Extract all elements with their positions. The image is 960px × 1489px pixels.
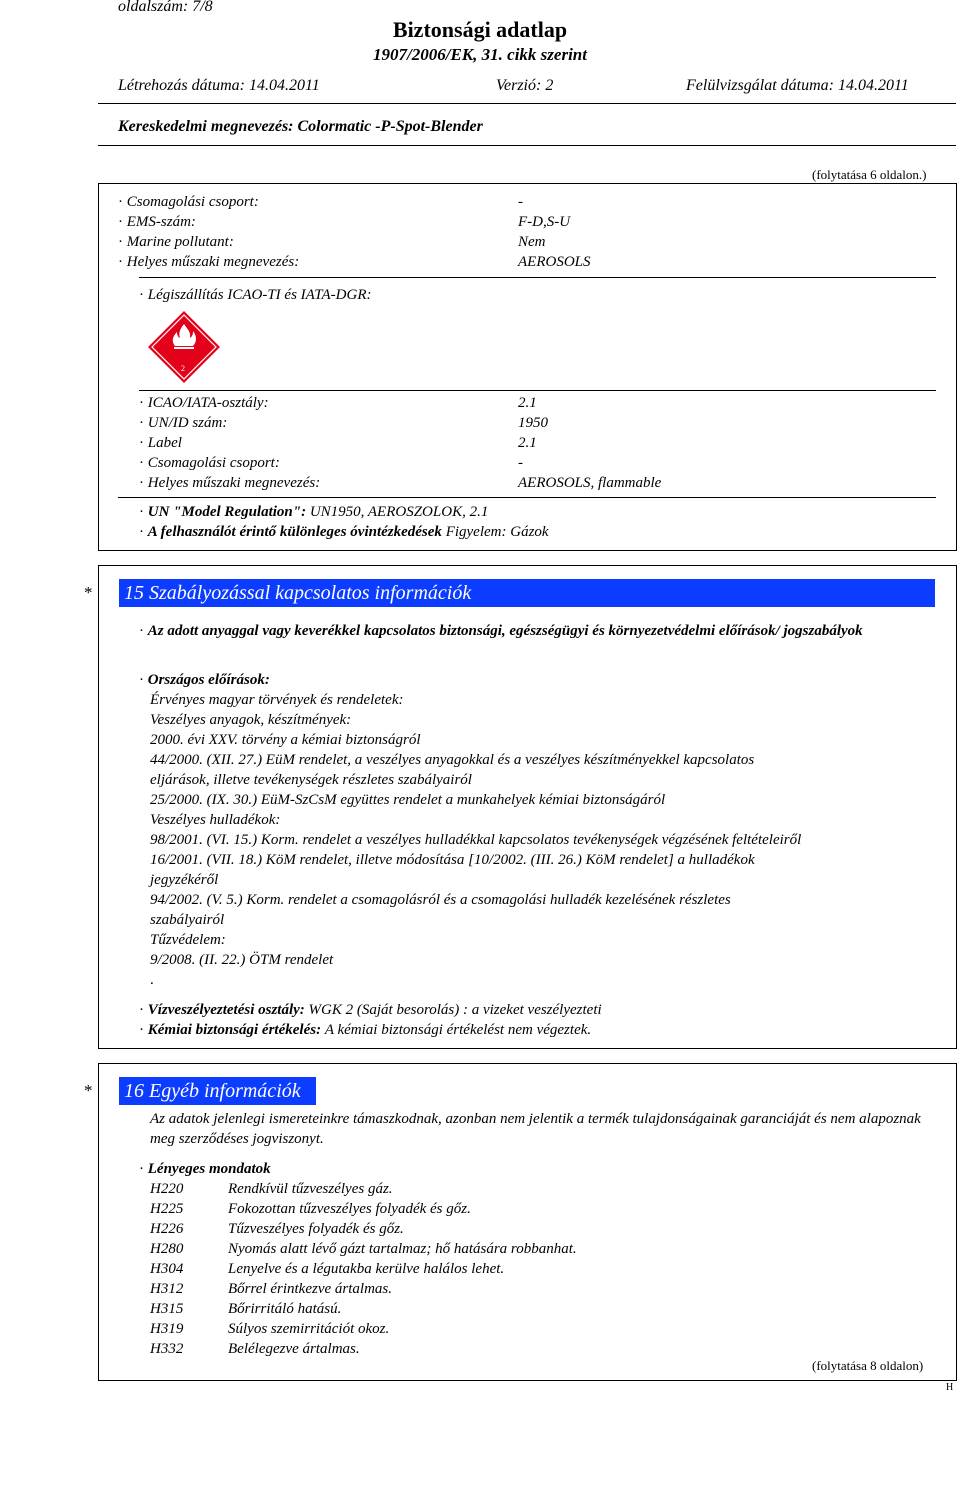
regulation-line: szabályairól xyxy=(150,912,225,928)
hazard-statement xyxy=(0,1279,960,1299)
field-value: Nem xyxy=(518,234,546,250)
field-value: 2.1 xyxy=(518,395,537,411)
box-right xyxy=(956,183,957,550)
section15-left xyxy=(98,565,99,1048)
hazard-code: H332 xyxy=(150,1341,184,1357)
hazard-statement xyxy=(0,1319,960,1339)
trade-name: Kereskedelmi megnevezés: Colormatic -P-Spot-Blender xyxy=(118,118,483,135)
field-label: · EMS-szám: xyxy=(118,214,196,230)
change-marker: * xyxy=(84,1081,93,1100)
hazard-code: H312 xyxy=(150,1281,184,1297)
air-row-un-number xyxy=(139,413,929,433)
footer-mark: H xyxy=(946,1382,954,1393)
divider xyxy=(139,277,936,278)
hazard-statement xyxy=(0,1199,960,1219)
sea-row-proper-name xyxy=(118,252,918,272)
air-row-packing-group xyxy=(139,453,929,473)
field-label: · Helyes műszaki megnevezés: xyxy=(118,254,300,270)
regulation-line: 98/2001. (VI. 15.) Korm. rendelet a veszélyes hulladékkal kapcsolatos tevékenységek végzésének feltételeiről xyxy=(150,832,802,848)
regulation-line: 9/2008. (II. 22.) ÖTM rendelet xyxy=(150,952,334,968)
field-value: 2.1 xyxy=(518,435,537,451)
revision-date: Felülvizsgálat dátuma: 14.04.2011 xyxy=(686,77,909,94)
field-value: F-D,S-U xyxy=(518,214,571,230)
field-label: · Csomagolási csoport: xyxy=(118,194,259,210)
regulation-line: . xyxy=(150,972,154,988)
divider xyxy=(118,497,936,498)
user-precautions: · A felhasználót érintő különleges óvintézkedések Figyelem: Gázok xyxy=(139,524,549,540)
hazard-text: Súlyos szemirritációt okoz. xyxy=(228,1321,390,1337)
section16-bottom xyxy=(98,1380,957,1381)
water-hazard-class: · Vízveszélyeztetési osztály: WGK 2 (Saját besorolás) : a vizeket veszélyezteti xyxy=(139,1002,602,1018)
air-row-proper-name xyxy=(139,473,929,493)
regulation-line: jegyzékéről xyxy=(150,872,219,888)
field-label: · Label xyxy=(139,435,182,451)
hazard-statement xyxy=(0,1259,960,1279)
sea-row-marine-pollutant xyxy=(118,232,918,252)
box-top xyxy=(98,183,956,184)
section15-intro: · Az adott anyaggal vagy keverékkel kapcsolatos biztonsági, egészségügyi és környezetvédelmi előírások/ jogszabályok xyxy=(139,623,863,639)
hazard-text: Lenyelve és a légutakba kerülve halálos lehet. xyxy=(228,1261,505,1277)
change-marker: * xyxy=(84,583,93,602)
chemical-safety-assessment: · Kémiai biztonsági értékelés: A kémiai biztonsági értékelést nem végeztek. xyxy=(139,1022,592,1038)
regulation-line: 44/2000. (XII. 27.) EüM rendelet, a veszélyes anyagokkal és a veszélyes készítményekkel kapcsolatos xyxy=(150,752,755,768)
document-title: Biztonsági adatlap xyxy=(392,17,568,42)
hazard-statement xyxy=(0,1179,960,1199)
hazard-code: H315 xyxy=(150,1301,184,1317)
sea-row-packing-group xyxy=(118,192,918,212)
divider xyxy=(139,390,936,391)
regulation-line: 25/2000. (IX. 30.) EüM-SzCsM együttes rendelet a munkahelyek kémiai biztonságáról xyxy=(150,792,666,808)
section16-intro: Az adatok jelenlegi ismereteinkre támaszkodnak, azonban nem jelentik a termék tulajdonságainak garanciáját és nem alapoznak meg szerződéses jogviszonyt. xyxy=(150,1111,921,1147)
flammable-gas-hazard-label xyxy=(147,310,221,384)
regulation-line: eljárások, illetve tevékenységek részletes szabályairól xyxy=(150,772,472,788)
hazard-code: H226 xyxy=(150,1221,184,1237)
box-bottom xyxy=(98,550,957,551)
hazard-statement xyxy=(0,1239,960,1259)
air-row-label xyxy=(139,433,929,453)
hazard-text: Bőrrel érintkezve ártalmas. xyxy=(228,1281,392,1297)
hazard-text: Tűzveszélyes folyadék és gőz. xyxy=(228,1221,404,1237)
field-label: · UN/ID szám: xyxy=(139,415,228,431)
relevant-phrases-heading: · Lényeges mondatok xyxy=(139,1161,271,1177)
hazard-code: H225 xyxy=(150,1201,184,1217)
document-subtitle: 1907/2006/EK, 31. cikk szerint xyxy=(373,45,587,64)
air-transport-heading: · Légiszállítás ICAO-TI és IATA-DGR: xyxy=(139,287,372,303)
regulation-line: Veszélyes hulladékok: xyxy=(150,812,281,828)
hazard-text: Rendkívül tűzveszélyes gáz. xyxy=(228,1181,393,1197)
hazard-text: Fokozottan tűzveszélyes folyadék és gőz. xyxy=(228,1201,471,1217)
regulation-line: 16/2001. (VII. 18.) KöM rendelet, illetve módosítása [10/2002. (III. 26.) KöM rendelet] a hulladékok xyxy=(150,852,755,868)
hazard-statement xyxy=(0,1299,960,1319)
section16-title: 16 Egyéb információk xyxy=(119,1077,316,1105)
sea-row-ems xyxy=(118,212,918,232)
header-rule xyxy=(98,103,956,104)
hazard-code: H304 xyxy=(150,1261,184,1277)
field-value: AEROSOLS, flammable xyxy=(518,475,662,491)
hazard-class-number: 2 xyxy=(181,364,185,373)
section15-bottom xyxy=(98,1048,957,1049)
field-value: AEROSOLS xyxy=(518,254,591,270)
section16-top xyxy=(98,1063,956,1064)
hazard-text: Belélegezve ártalmas. xyxy=(228,1341,360,1357)
hazard-statement xyxy=(0,1219,960,1239)
field-label: · Helyes műszaki megnevezés: xyxy=(139,475,321,491)
field-value: - xyxy=(518,194,523,210)
hazard-code: H220 xyxy=(150,1181,184,1197)
field-value: 1950 xyxy=(518,415,548,431)
regulation-line: 2000. évi XXV. törvény a kémiai biztonságról xyxy=(150,732,421,748)
section15-title: 15 Szabályozással kapcsolatos információk xyxy=(119,579,935,607)
field-label: · Csomagolási csoport: xyxy=(139,455,280,471)
air-row-class xyxy=(139,393,929,413)
trade-rule xyxy=(98,145,956,146)
continued-to: (folytatása 8 oldalon) xyxy=(812,1358,924,1373)
regulation-line: Érvényes magyar törvények és rendeletek: xyxy=(150,692,404,708)
page-number: oldalszám: 7/8 xyxy=(118,0,213,15)
regulation-line: 94/2002. (V. 5.) Korm. rendelet a csomagolásról és a csomagolási hulladék kezelésének részletes xyxy=(150,892,731,908)
hazard-text: Nyomás alatt lévő gázt tartalmaz; hő hatására robbanhat. xyxy=(228,1241,577,1257)
hazard-code: H280 xyxy=(150,1241,184,1257)
version: Verzió: 2 xyxy=(496,77,554,94)
hazard-code: H319 xyxy=(150,1321,184,1337)
national-regulations-heading: · Országos előírások: xyxy=(139,672,270,688)
regulation-line: Tűzvédelem: xyxy=(150,932,226,948)
section15-right xyxy=(956,565,957,1048)
hazard-text: Bőrirritáló hatású. xyxy=(228,1301,342,1317)
regulation-line: Veszélyes anyagok, készítmények: xyxy=(150,712,352,728)
section15-top xyxy=(98,565,956,566)
creation-date: Létrehozás dátuma: 14.04.2011 xyxy=(118,77,320,94)
continued-from: (folytatása 6 oldalon.) xyxy=(812,167,927,182)
field-label: · ICAO/IATA-osztály: xyxy=(139,395,269,411)
field-value: - xyxy=(518,455,523,471)
model-regulation: · UN "Model Regulation": UN1950, AEROSZOLOK, 2.1 xyxy=(139,504,489,520)
box-left xyxy=(98,183,99,550)
field-label: · Marine pollutant: xyxy=(118,234,234,250)
